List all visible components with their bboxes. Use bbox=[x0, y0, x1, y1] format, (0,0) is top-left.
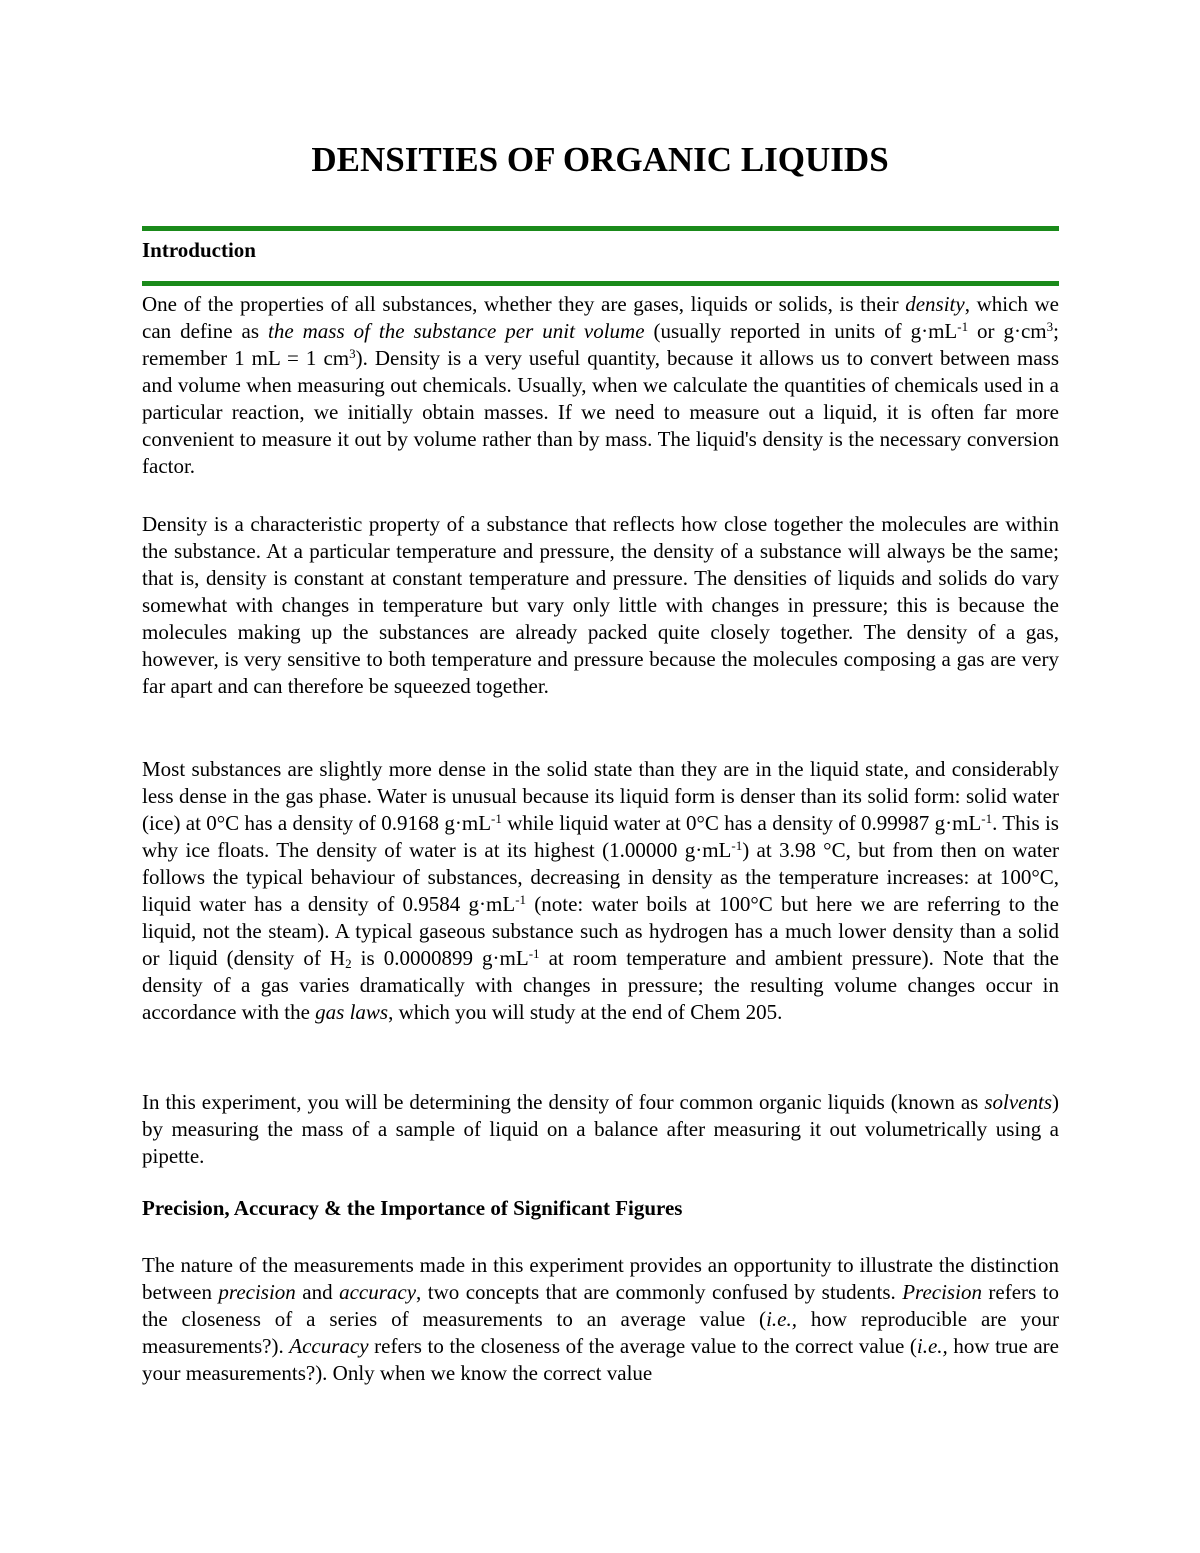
document-title: DENSITIES OF ORGANIC LIQUIDS bbox=[311, 140, 889, 179]
section-heading-precision: Precision, Accuracy & the Importance of Significant Figures bbox=[142, 1196, 683, 1220]
paragraph-density-definition: One of the properties of all substances, whether they are gases, liquids or solids, is their density, which we can define as the mass of the substance per unit volume (usually reported in units of $g\cdot mL^{-1}$ or $g\cdot cm^3$; remember 1 mL = 1 $cm^3$). Density is a very useful quantity, because it allows us to convert between mass and volume when measuring out chemicals. Usually, when we calculate the quantities of chemicals used in a particular reaction, we initially obtain masses. If we need to measure out a liquid, it is often far more convenient to measure it out by volume rather than by mass. The liquid's density is the necessary conversion factor. bbox=[142, 292, 1060, 478]
section-divider-bottom bbox=[142, 281, 1059, 286]
section-divider-top bbox=[142, 226, 1059, 231]
section-heading-introduction: Introduction bbox=[142, 238, 256, 262]
paragraph-density-property: Density is a characteristic property of a substance that reflects how close together the molecules are within the substance. At a particular temperature and pressure, the density of a substance will always be the same; that is, density is constant at constant temperature and pressure. The densities of liquids and solids do vary somewhat with changes in temperature but vary only little with changes in pressure; this is because the molecules making up the substances are already packed quite closely together. The density of a gas, however, is very sensitive to both temperature and pressure because the molecules composing a gas are very far apart and can therefore be squeezed together. bbox=[142, 512, 1059, 698]
paragraph-water-density: Most substances are slightly more dense in the solid state than they are in the liquid state, and considerably less dense in the gas phase. Water is unusual because its liquid form is denser than its solid form: solid water (ice) at 0°C has a density of 0.9168 $g\cdot mL^{-1}$ while liquid water at 0°C has a density of 0.99987 $g\cdot mL^{-1}$. This is why ice floats. The density of water is at its highest (1.00000 $g\cdot mL^{-1}$) at 3.98 °C, but from then on water follows the typical behaviour of substances, decreasing in density as the temperature increases: at 100°C, liquid water has a density of 0.9584 $g\cdot mL^{-1}$ (note: water boils at 100°C but here we are referring to the liquid, not the steam). A typical gaseous substance such as hydrogen has a much lower density than a solid or liquid (density of $H_2$ is 0.0000899 $g\cdot mL^{-1}$ at room temperature and ambient pressure). Note that the density of a gas varies dramatically with changes in pressure; the resulting volume changes occur in accordance with the gas laws, which you will study at the end of Chem 205. bbox=[142, 757, 1060, 1024]
paragraph-experiment-overview: In this experiment, you will be determining the density of four common organic liquids (known as solvents) by measuring the mass of a sample of liquid on a balance after measuring it out volumetrically using a pipette. bbox=[142, 1090, 1059, 1168]
paragraph-precision-accuracy: The nature of the measurements made in this experiment provides an opportunity to illustrate the distinction between precision and accuracy, two concepts that are commonly confused by students. Precision refers to the closeness of a series of measurements to an average value (i.e., how reproducible are your measurements?). Accuracy refers to the closeness of the average value to the correct value (i.e., how true are your measurements?). Only when we know the correct value bbox=[142, 1253, 1059, 1385]
